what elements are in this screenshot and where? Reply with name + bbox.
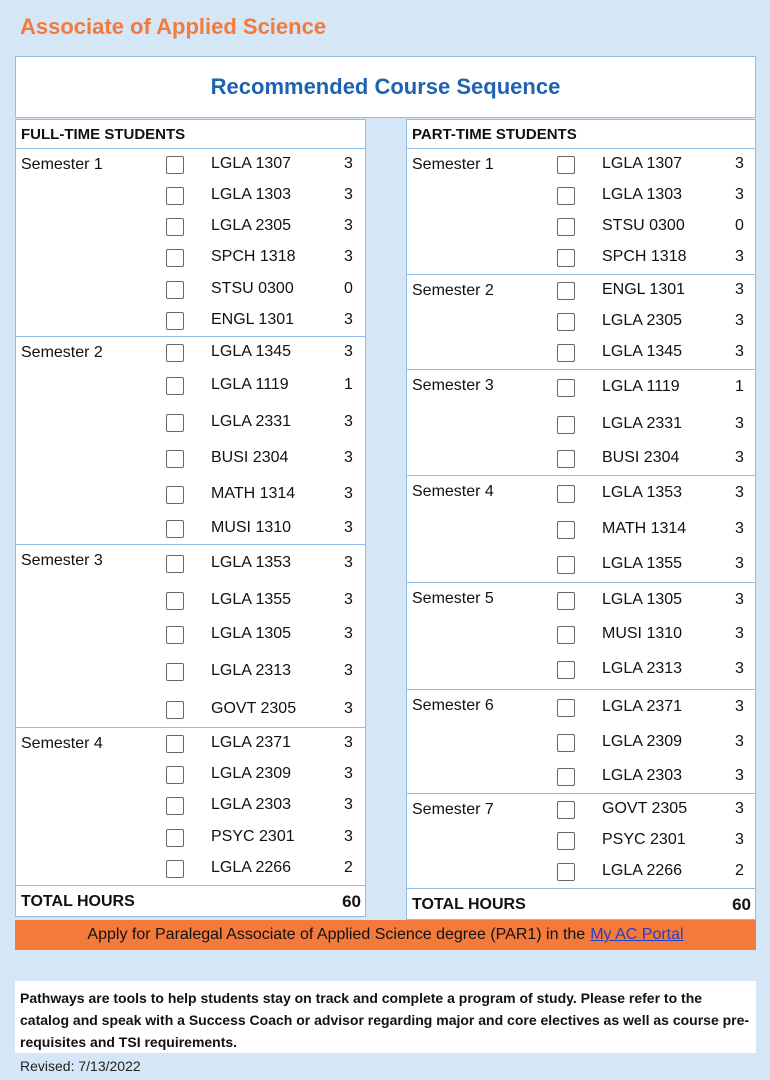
- part-time-header: PART-TIME STUDENTS: [406, 119, 756, 149]
- course-checkbox[interactable]: [166, 414, 184, 432]
- course-code: LGLA 1119: [211, 376, 289, 393]
- course-hours: 3: [735, 697, 744, 715]
- course-hours: 3: [735, 248, 744, 265]
- course-code: LGLA 2309: [211, 764, 292, 782]
- course-row: [407, 406, 755, 443]
- course-row: [407, 306, 755, 337]
- full-time-total-row: [15, 886, 366, 917]
- course-row: [16, 149, 365, 180]
- page-title: Associate of Applied Science: [20, 14, 327, 39]
- course-checkbox[interactable]: [166, 156, 184, 174]
- course-hours: 3: [344, 661, 353, 679]
- course-row: [16, 404, 365, 441]
- course-checkbox[interactable]: [557, 661, 575, 679]
- course-hours: 3: [735, 830, 744, 848]
- course-checkbox[interactable]: [166, 555, 184, 573]
- course-hours: 3: [344, 449, 353, 466]
- course-code: LGLA 1353: [211, 554, 292, 571]
- course-hours: 3: [344, 216, 353, 234]
- total-hours-label: TOTAL HOURS: [21, 893, 135, 910]
- course-hours: 3: [344, 827, 353, 845]
- course-code: BUSI 2304: [211, 449, 289, 466]
- semester-label: Semester 6: [412, 697, 494, 714]
- course-hours: 3: [344, 699, 353, 717]
- course-code: ENGL 1301: [211, 310, 295, 328]
- semester-label: Semester 1: [412, 156, 494, 173]
- course-hours: 3: [735, 449, 744, 466]
- course-code: LGLA 2303: [602, 767, 683, 784]
- course-row: [407, 856, 755, 888]
- course-row: [16, 242, 365, 274]
- course-row: [16, 274, 365, 305]
- course-row: [16, 368, 365, 404]
- semester-label: Semester 3: [412, 377, 494, 394]
- course-code: PSYC 2301: [602, 830, 686, 848]
- course-hours: 3: [735, 343, 744, 360]
- course-checkbox[interactable]: [166, 312, 184, 330]
- course-row: [16, 513, 365, 544]
- course-checkbox[interactable]: [166, 829, 184, 847]
- course-checkbox[interactable]: [557, 521, 575, 539]
- course-checkbox[interactable]: [557, 218, 575, 236]
- course-checkbox[interactable]: [557, 768, 575, 786]
- course-hours: 3: [735, 624, 744, 642]
- course-checkbox[interactable]: [557, 556, 575, 574]
- course-hours: 3: [344, 796, 353, 813]
- course-hours: 3: [735, 484, 744, 501]
- course-code: ENGL 1301: [602, 280, 686, 298]
- semester-block: [406, 583, 756, 690]
- course-hours: 2: [344, 859, 353, 876]
- course-row: [407, 794, 755, 825]
- semester-block: [15, 545, 366, 728]
- total-hours-label: TOTAL HOURS: [412, 896, 526, 913]
- course-checkbox[interactable]: [557, 450, 575, 468]
- course-checkbox[interactable]: [557, 863, 575, 881]
- course-checkbox[interactable]: [166, 281, 184, 299]
- semester-block: [406, 690, 756, 794]
- course-hours: 3: [344, 185, 353, 203]
- course-code: STSU 0300: [602, 216, 685, 234]
- course-checkbox[interactable]: [166, 797, 184, 815]
- course-code: LGLA 2309: [602, 733, 683, 750]
- course-hours: 3: [735, 185, 744, 203]
- course-code: LGLA 1303: [211, 185, 292, 203]
- course-hours: 3: [344, 412, 353, 430]
- semester-block: [406, 275, 756, 370]
- course-hours: 3: [344, 733, 353, 751]
- course-row: [16, 477, 365, 513]
- course-row: [407, 149, 755, 180]
- semester-block: [406, 370, 756, 476]
- course-checkbox[interactable]: [166, 344, 184, 362]
- semester-label: Semester 1: [21, 156, 103, 173]
- course-code: LGLA 2371: [211, 733, 292, 751]
- course-checkbox[interactable]: [166, 377, 184, 395]
- course-code: LGLA 2266: [211, 859, 292, 876]
- semester-label: Semester 2: [412, 282, 494, 299]
- course-checkbox[interactable]: [166, 860, 184, 878]
- course-checkbox[interactable]: [557, 699, 575, 717]
- course-checkbox[interactable]: [557, 344, 575, 362]
- course-hours: 3: [735, 660, 744, 677]
- course-checkbox[interactable]: [166, 701, 184, 719]
- course-row: [16, 618, 365, 651]
- course-row: [16, 211, 365, 242]
- course-hours: 3: [735, 555, 744, 572]
- course-code: STSU 0300: [211, 279, 294, 297]
- course-checkbox[interactable]: [166, 626, 184, 644]
- course-hours: 0: [735, 216, 744, 234]
- course-hours: 3: [735, 311, 744, 329]
- semester-block: [406, 476, 756, 583]
- course-row: [407, 275, 755, 306]
- course-hours: 3: [344, 310, 353, 328]
- course-row: [407, 548, 755, 582]
- course-code: MUSI 1310: [602, 624, 683, 642]
- course-hours: 3: [344, 624, 353, 642]
- semester-label: Semester 3: [21, 552, 103, 569]
- course-row: [407, 370, 755, 406]
- course-row: [407, 512, 755, 548]
- course-row: [407, 242, 755, 274]
- course-row: [16, 305, 365, 336]
- pathways-note: Pathways are tools to help students stay on track and complete a program of study. Please refer to the catalog and speak with a Success Coach or advisor regarding major and core electives as well as course pre-requisites and TSI requirements.: [15, 981, 756, 1053]
- semester-block: [15, 149, 366, 337]
- part-time-semesters: [406, 149, 756, 889]
- course-hours: 3: [735, 799, 744, 817]
- course-checkbox[interactable]: [557, 832, 575, 850]
- course-checkbox[interactable]: [557, 249, 575, 267]
- course-row: [407, 211, 755, 242]
- full-time-header: FULL-TIME STUDENTS: [15, 119, 366, 149]
- course-code: LGLA 2331: [602, 414, 683, 432]
- course-code: LGLA 1305: [211, 624, 292, 642]
- course-code: LGLA 2303: [211, 796, 292, 813]
- course-hours: 3: [735, 280, 744, 298]
- course-checkbox[interactable]: [557, 416, 575, 434]
- course-checkbox[interactable]: [557, 734, 575, 752]
- course-hours: 3: [735, 767, 744, 784]
- course-code: LGLA 1355: [211, 590, 292, 608]
- course-hours: 3: [735, 154, 744, 172]
- course-checkbox[interactable]: [166, 735, 184, 753]
- course-row: [16, 692, 365, 727]
- course-code: LGLA 2313: [211, 661, 292, 679]
- course-checkbox[interactable]: [557, 313, 575, 331]
- course-row: [407, 443, 755, 475]
- course-code: LGLA 2371: [602, 697, 683, 715]
- course-checkbox[interactable]: [166, 486, 184, 504]
- course-row: [16, 853, 365, 885]
- course-code: LGLA 2331: [211, 412, 292, 430]
- semester-label: Semester 7: [412, 801, 494, 818]
- course-code: LGLA 2305: [211, 216, 292, 234]
- course-hours: 3: [344, 342, 353, 360]
- my-ac-portal-link[interactable]: My AC Portal: [590, 926, 684, 943]
- course-row: [407, 690, 755, 725]
- course-code: LGLA 1305: [602, 590, 683, 608]
- course-row: [407, 583, 755, 618]
- semester-block: [406, 149, 756, 275]
- course-row: [407, 761, 755, 793]
- course-checkbox[interactable]: [166, 663, 184, 681]
- semester-block: [15, 728, 366, 886]
- course-code: MUSI 1310: [211, 518, 292, 536]
- course-code: GOVT 2305: [211, 699, 297, 717]
- course-checkbox[interactable]: [557, 626, 575, 644]
- course-hours: 1: [735, 378, 744, 395]
- course-checkbox[interactable]: [557, 485, 575, 503]
- course-row: [16, 651, 365, 692]
- course-hours: 3: [735, 414, 744, 432]
- course-hours: 3: [344, 590, 353, 608]
- course-row: [407, 180, 755, 211]
- course-hours: 3: [735, 733, 744, 750]
- course-hours: 1: [344, 376, 353, 393]
- course-checkbox[interactable]: [166, 218, 184, 236]
- course-hours: 3: [344, 518, 353, 536]
- apply-banner: [15, 920, 756, 950]
- course-code: LGLA 2266: [602, 862, 683, 879]
- course-code: PSYC 2301: [211, 827, 295, 845]
- course-checkbox[interactable]: [557, 379, 575, 397]
- course-row: [407, 825, 755, 856]
- semester-label: Semester 2: [21, 344, 103, 361]
- course-checkbox[interactable]: [166, 766, 184, 784]
- course-checkbox[interactable]: [166, 520, 184, 538]
- full-time-column: [15, 119, 366, 917]
- semester-label: Semester 5: [412, 590, 494, 607]
- sequence-heading: Recommended Course Sequence: [15, 56, 756, 118]
- course-code: SPCH 1318: [211, 248, 296, 265]
- course-code: LGLA 1355: [602, 555, 683, 572]
- course-code: LGLA 1307: [602, 154, 683, 172]
- course-hours: 0: [344, 279, 353, 297]
- part-time-total-row: [406, 889, 756, 920]
- course-row: [407, 337, 755, 369]
- course-code: MATH 1314: [211, 485, 296, 502]
- course-code: LGLA 1353: [602, 484, 683, 501]
- course-code: LGLA 1119: [602, 378, 680, 395]
- course-hours: 3: [735, 520, 744, 537]
- course-checkbox[interactable]: [557, 592, 575, 610]
- course-checkbox[interactable]: [166, 249, 184, 267]
- course-checkbox[interactable]: [166, 187, 184, 205]
- semester-label: Semester 4: [412, 483, 494, 500]
- course-checkbox[interactable]: [166, 450, 184, 468]
- total-hours-value: 60: [342, 892, 361, 911]
- total-hours-value: 60: [732, 895, 751, 914]
- course-hours: 3: [344, 154, 353, 172]
- course-checkbox[interactable]: [557, 282, 575, 300]
- course-hours: 3: [344, 554, 353, 571]
- course-row: [16, 441, 365, 477]
- course-row: [407, 651, 755, 689]
- course-code: BUSI 2304: [602, 449, 680, 466]
- part-time-column: [406, 119, 756, 920]
- course-checkbox[interactable]: [557, 801, 575, 819]
- course-code: LGLA 1307: [211, 154, 292, 172]
- course-row: [407, 618, 755, 651]
- course-code: LGLA 2305: [602, 311, 683, 329]
- course-row: [16, 728, 365, 759]
- course-row: [16, 583, 365, 618]
- semester-block: [15, 337, 366, 545]
- course-row: [407, 725, 755, 761]
- course-row: [16, 180, 365, 211]
- course-row: [16, 822, 365, 853]
- course-code: MATH 1314: [602, 520, 687, 537]
- course-hours: 3: [735, 590, 744, 608]
- course-code: GOVT 2305: [602, 799, 688, 817]
- course-code: SPCH 1318: [602, 248, 687, 265]
- revised-date: Revised: 7/13/2022: [20, 1058, 141, 1074]
- course-code: LGLA 1303: [602, 185, 683, 203]
- course-row: [16, 759, 365, 790]
- course-hours: 3: [344, 764, 353, 782]
- course-code: LGLA 1345: [602, 343, 683, 360]
- course-checkbox[interactable]: [166, 592, 184, 610]
- course-code: LGLA 1345: [211, 342, 292, 360]
- course-checkbox[interactable]: [557, 187, 575, 205]
- semester-label: Semester 4: [21, 735, 103, 752]
- course-hours: 2: [735, 862, 744, 879]
- course-code: LGLA 2313: [602, 660, 683, 677]
- course-row: [16, 790, 365, 822]
- course-row: [16, 545, 365, 583]
- semester-block: [406, 794, 756, 889]
- course-hours: 3: [344, 485, 353, 502]
- apply-text: Apply for Paralegal Associate of Applied Science degree (PAR1) in the: [87, 926, 586, 943]
- course-row: [407, 476, 755, 512]
- full-time-semesters: [15, 149, 366, 886]
- course-row: [16, 337, 365, 368]
- course-hours: 3: [344, 248, 353, 265]
- course-checkbox[interactable]: [557, 156, 575, 174]
